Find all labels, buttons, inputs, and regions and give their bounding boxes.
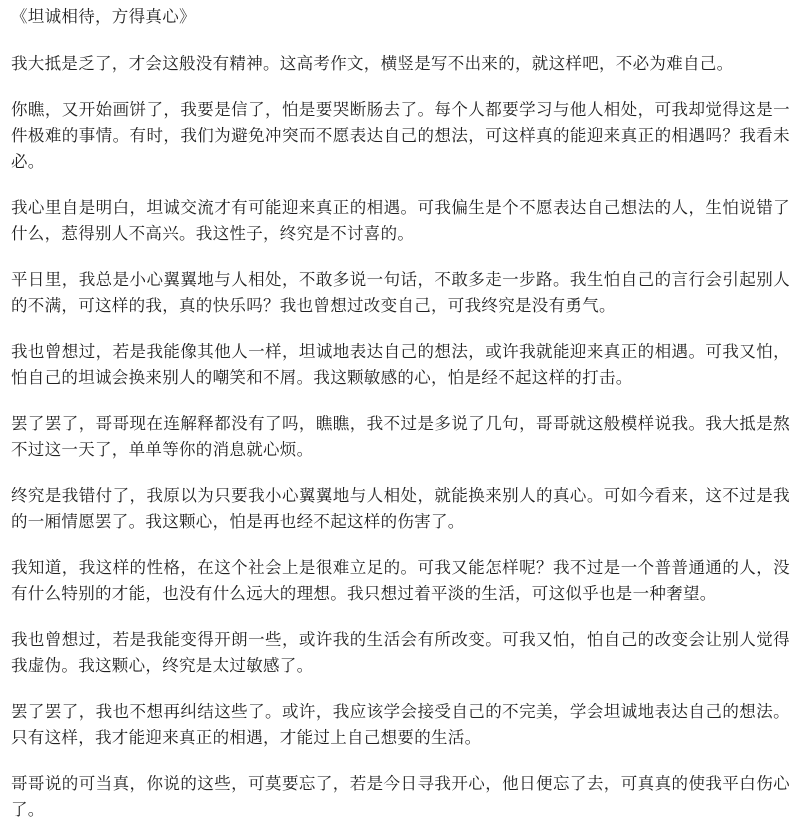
paragraph: 终究是我错付了，我原以为只要我小心翼翼地与人相处，就能换来别人的真心。可如今看来，这不过是我的一厢情愿罢了。我这颗心，怕是再也经不起这样的伤害了。 xyxy=(11,486,790,531)
paragraph: 我也曾想过，若是我能变得开朗一些，或许我的生活会有所改变。可我又怕，怕自己的改变会让别人觉得我虚伪。我这颗心，终究是太过敏感了。 xyxy=(11,630,790,675)
paragraph: 我心里自是明白，坦诚交流才有可能迎来真正的相遇。可我偏生是个不愿表达自己想法的人，生怕说错了什么，惹得别人不高兴。我这性子，终究是不讨喜的。 xyxy=(11,198,790,243)
paragraph: 罢了罢了，我也不想再纠结这些了。或许，我应该学会接受自己的不完美，学会坦诚地表达自己的想法。只有这样，我才能迎来真正的相遇，才能过上自己想要的生活。 xyxy=(11,702,790,747)
paragraph: 我知道，我这样的性格，在这个社会上是很难立足的。可我又能怎样呢？我不过是一个普普通通的人，没有什么特别的才能，也没有什么远大的理想。我只想过着平淡的生活，可这似乎也是一种奢望。 xyxy=(11,558,790,603)
paragraph: 平日里，我总是小心翼翼地与人相处，不敢多说一句话，不敢多走一步路。我生怕自己的言行会引起别人的不满，可这样的我，真的快乐吗？我也曾想过改变自己，可我终究是没有勇气。 xyxy=(11,270,790,315)
paragraph: 哥哥说的可当真，你说的这些，可莫要忘了，若是今日寻我开心，他日便忘了去，可真真的使我平白伤心了。 xyxy=(11,774,790,819)
paragraph: 罢了罢了，哥哥现在连解释都没有了吗，瞧瞧，我不过是多说了几句，哥哥就这般模样说我。我大抵是熬不过这一天了，单单等你的消息就心烦。 xyxy=(11,414,790,459)
paragraph: 你瞧，又开始画饼了，我要是信了，怕是要哭断肠去了。每个人都要学习与他人相处，可我却觉得这是一件极难的事情。有时，我们为避免冲突而不愿表达自己的想法，可这样真的能迎来真正的相遇吗？我看未必。 xyxy=(11,100,790,171)
paragraph: 我大抵是乏了，才会这般没有精神。这高考作文，横竖是写不出来的，就这样吧，不必为难自己。 xyxy=(11,54,734,73)
paragraph: 我也曾想过，若是我能像其他人一样，坦诚地表达自己的想法，或许我就能迎来真正的相遇。可我又怕，怕自己的坦诚会换来别人的嘲笑和不屑。我这颗敏感的心，怕是经不起这样的打击。 xyxy=(11,342,790,387)
document-title: 《坦诚相待，方得真心》 xyxy=(11,7,196,26)
